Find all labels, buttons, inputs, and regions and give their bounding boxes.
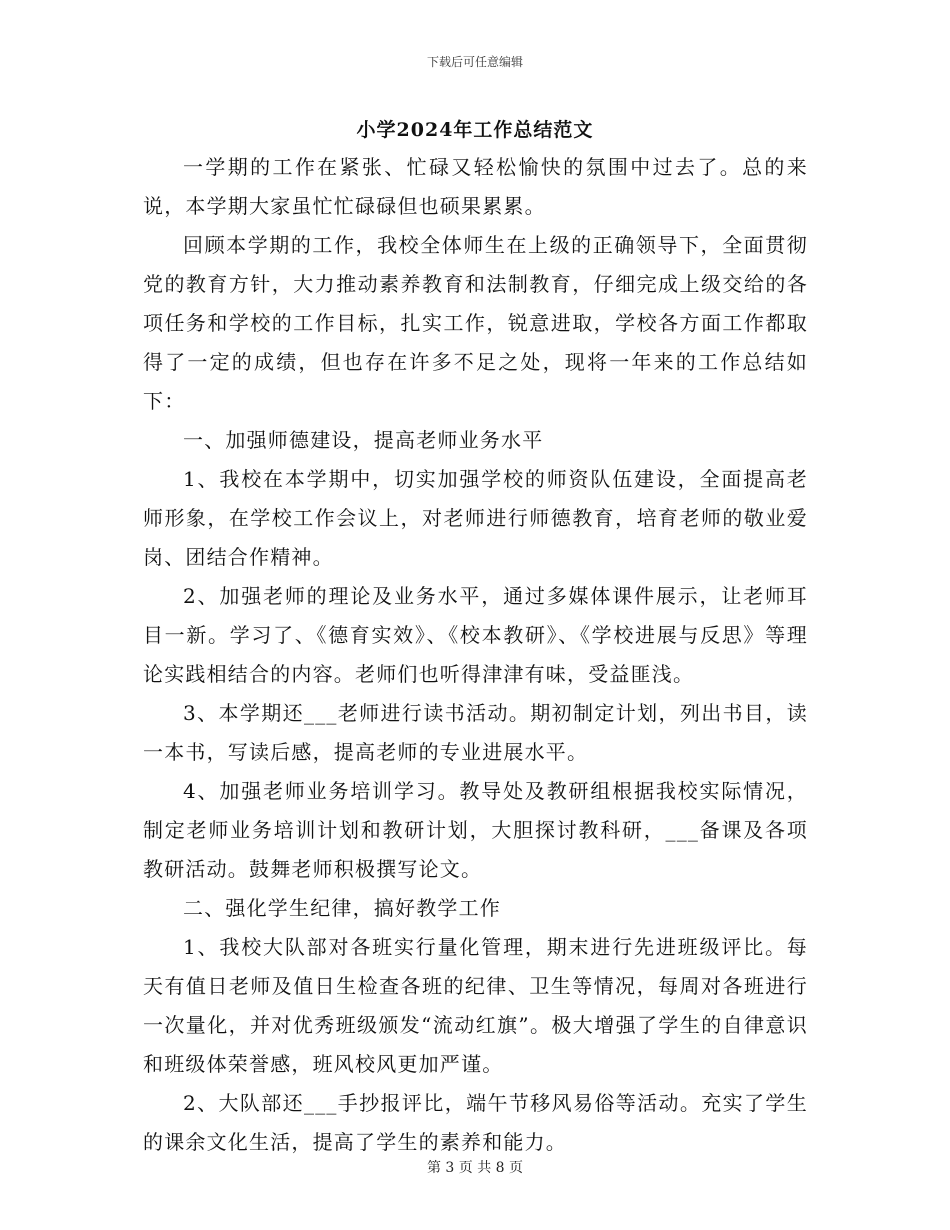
paragraph: 2、加强老师的理论及业务水平，通过多媒体课件展示，让老师耳目一新。学习了、《德育实效》、《校本教研》、《学校进展与反思》等理论实践相结合的内容。老师们也听得津津有味，受益匪浅。 (143, 584, 808, 686)
paragraph: 1、我校在本学期中，切实加强学校的师资队伍建设，全面提高老师形象，在学校工作会议上，对老师进行师德教育，培育老师的敬业爱岗、团结合作精神。 (143, 467, 808, 569)
section-heading: 一、加强师德建设，提高老师业务水平 (183, 428, 544, 452)
document-body (143, 148, 808, 1162)
paragraph: 1、我校大队部对各班实行量化管理，期末进行先进班级评比。每天有值日老师及值日生检查各班的纪律、卫生等情况，每周对各班进行一次量化，并对优秀班级颁发“流动红旗”。极大增强了学生的自律意识和班级体荣誉感，班风校风更加严谨。 (143, 935, 808, 1076)
paragraph: 4、加强老师业务培训学习。教导处及教研组根据我校实际情况，制定老师业务培训计划和教研计划，大胆探讨教科研，___备课及各项教研活动。鼓舞老师积极撰写论文。 (143, 779, 808, 881)
section-heading: 二、强化学生纪律，搞好教学工作 (183, 896, 501, 920)
paragraph: 一学期的工作在紧张、忙碌又轻松愉快的氛围中过去了。总的来说，本学期大家虽忙忙碌碌但也硕果累累。 (143, 155, 808, 218)
paragraph: 回顾本学期的工作，我校全体师生在上级的正确领导下，全面贯彻党的教育方针，大力推动素养教育和法制教育，仔细完成上级交给的各项任务和学校的工作目标，扎实工作，锐意进取，学校各方面工作都取得了一定的成绩，但也存在许多不足之处，现将一年来的工作总结如下： (143, 233, 808, 413)
page-number-footer: 第 3 页 共 8 页 (426, 1160, 524, 1176)
paragraph: 3、本学期还___老师进行读书活动。期初制定计划，列出书目，读一本书，写读后感，提高老师的专业进展水平。 (143, 701, 808, 764)
page-header-note: 下载后可任意编辑 (426, 55, 523, 69)
document-title: 小学2024年工作总结范文 (356, 119, 594, 141)
paragraph: 2、大队部还___手抄报评比，端午节移风易俗等活动。充实了学生的课余文化生活，提高了学生的素养和能力。 (143, 1091, 808, 1154)
